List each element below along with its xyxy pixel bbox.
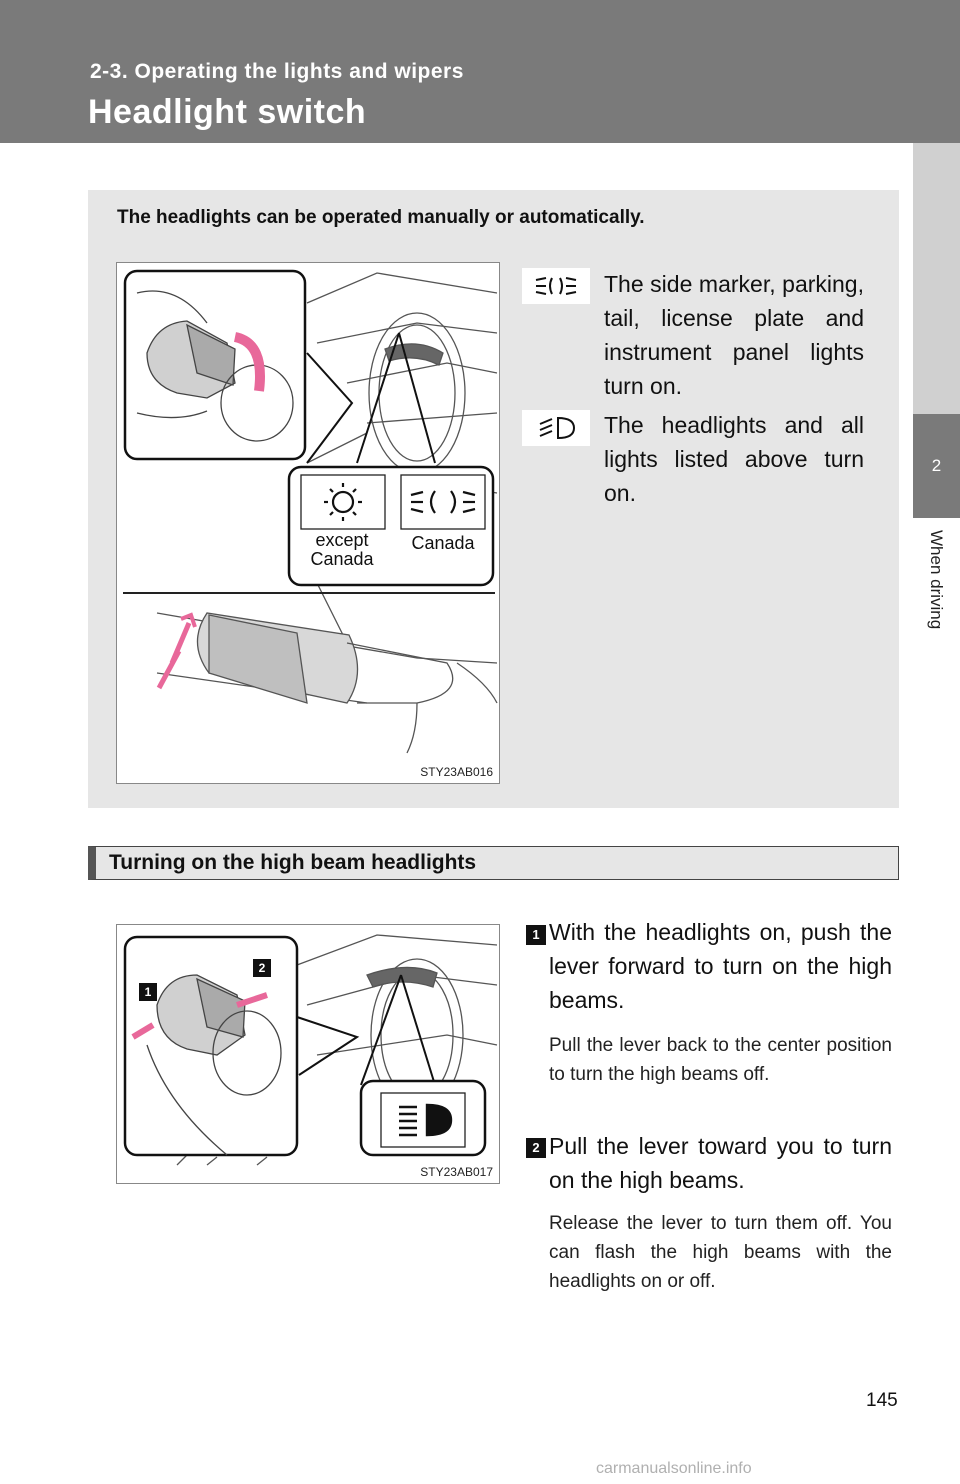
label-canada: Canada [411, 533, 475, 553]
parking-light-icon [522, 268, 590, 304]
figure-code: STY23AB017 [420, 1165, 493, 1179]
intro-text: The headlights can be operated manually or automatically. [117, 207, 645, 228]
parking-light-description: The side marker, parking, tail, license plate and instrument panel lights turn on. [604, 271, 864, 399]
page-number: 145 [866, 1390, 898, 1411]
figure-badge-1-label: 1 [144, 985, 152, 999]
step-1-text: With the headlights on, push the lever forward to turn on the high beams. [549, 919, 892, 1013]
headlight-switch-illustration [117, 263, 500, 784]
side-tab-upper [913, 143, 960, 414]
subheading-high-beam: Turning on the high beam headlights [88, 846, 899, 880]
watermark: carmanualsonline.info [596, 1460, 752, 1477]
headlight-description: The headlights and all lights listed above turn on. [604, 412, 864, 506]
figure-badge-2-label: 2 [258, 961, 266, 975]
step-2-text: Pull the lever toward you to turn on the high beams. [549, 1133, 892, 1193]
figure-headlight-switch [116, 262, 500, 784]
figure-code: STY23AB016 [420, 765, 493, 779]
chapter-label: When driving [927, 530, 946, 630]
step-2-note: Release the lever to turn them off. You can flash the high beams with the headlights on or off. [549, 1213, 892, 1292]
label-except-canada: except Canada [310, 530, 374, 569]
figure-high-beam [116, 924, 500, 1184]
step-badge-1: 1 [526, 925, 546, 945]
section-title: 2-3. Operating the lights and wipers [90, 60, 464, 83]
headlight-icon [522, 410, 590, 446]
step-1-note: Pull the lever back to the center position to turn the high beams off. [549, 1035, 892, 1085]
high-beam-illustration [117, 925, 500, 1184]
page-title: Headlight switch [88, 93, 367, 131]
step-badge-2: 2 [526, 1138, 546, 1158]
chapter-number: 2 [913, 414, 960, 518]
page-header [0, 0, 960, 143]
